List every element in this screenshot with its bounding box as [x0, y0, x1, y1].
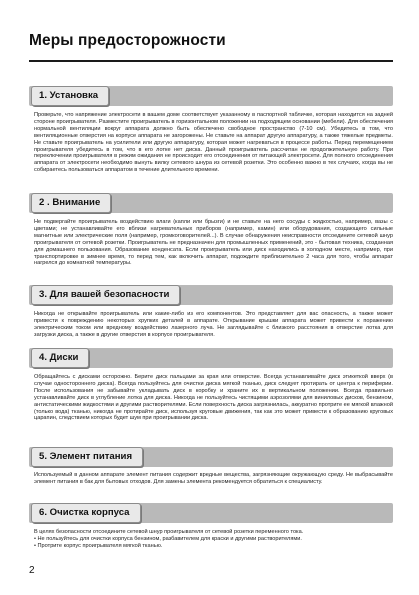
section-heading-installation: 1. Установка	[31, 86, 109, 106]
paragraph: Проверьте, что напряжение электросети в вашем доме соответствует указанному в паспортной табличке, которая находится на задней стороне проигрывателя. Разместите проигрыватель в горизонтальном положении на подходящем основании (мебели). Для обеспечения нормальной вентиляции вокруг аппарата должно быть обеспечено свободное пространство (7-10 см). Убедитесь в том, что вентиляционные отверстия на корпусе аппарата не загорожены. Не ставьте на аппарат другую аппаратуру, а также тяжелые предметы. Не ставьте проигрыватель на усилители или другую аппаратуру, которая может нагреваться в процессе работы. Перед перемещением проигрывателя убедитесь в том, что в его лотке нет диска. Данный проигрыватель рассчитан не продолжительную работу. При переключении проигрывателя в режим ожидания не происходит его отсоединения от питающей электросети. Для полного отсоединения аппарата от электросети необходимо вынуть вилку сетевого шнура из сетевой розетки. Это особенно важно в тех случаях, когда вы не собираетесь пользоваться аппаратом в течение длительного времени.	[34, 112, 393, 174]
section-heading-cleaning: 6. Очистка корпуса	[31, 503, 141, 523]
section-text-cleaning	[34, 529, 393, 550]
title-divider	[29, 60, 393, 62]
paragraph: Не подвергайте проигрыватель воздействию влаги (капли или брызги) и не ставьте на него сосуды с жидкостью, например, вазы с цветами; не устанавливайте его вблизи нагревательных приборов (например, камин) или оборудования, создающего сильные магнитные или электрические поля (например, громкоговорителей...). В случае обнаружения неисправности отсоедините сетевой шнур проигрывателя от сетевой розетки. Проигрыватель не предназначен для промышленных применений, это - бытовая техника, созданная для домашнего пользования. Образование конденсата. Если проигрыватель или диск находились в холодном месте, например, при транспортировке в зимнее время, то перед тем, как включить аппарат, подождите приблизительно 2 часа для того, чтобы аппарат нагрелся до комнатной температуры.	[34, 219, 393, 267]
section-text-discs	[34, 374, 393, 422]
section-text-caution	[34, 219, 393, 267]
section-text-installation	[34, 112, 393, 174]
paragraph: Никогда не открывайте проигрыватель или какие-либо из его компонентов. Это представляет для вас опасность, а также может привести к повреждению некоторых хрупких деталей в аппарате. Открывание крышки аппарата может привести к поражению электрическим током или вредному воздействию лазерного луча. Не заглядывайте с близкого расстояния в отверстие лотка для загрузки диска, а также в другие отверстия в корпусе проигрывателя.	[34, 311, 393, 338]
paragraph: Обращайтесь с дисками осторожно. Берите диск пальцами за края или отверстие. Всегда устанавливайте диск этикеткой вверх (в случае одностороннего диска). Всегда пользуйтесь для очистки диска мягкой тканью, диск следует протирать от центра к периферии. После использования не забывайте укладывать диск в коробку и храните их в вертикальном положении. Всегда правильно устанавливайте диск в углубление лотка для диска. Никогда не пользуйтесь чистящими аэрозолями для виниловых дисков, бензином, антистатическими жидкостями и другими растворителями. Если поверхность диска загрязнилась, аккуратно протрите ее мягкой влажной (только вода) тканью, никогда не протирайте диск, используя круговые движения, так как это может привести к образованию круговых царапин, следствием которых будет шум при проигрывании диска.	[34, 374, 393, 422]
section-heading-caution: 2 . Внимание	[31, 193, 111, 213]
section-heading-discs: 4. Диски	[31, 348, 89, 368]
page-title: Меры предосторожности	[29, 32, 226, 49]
text-line: В целях безопасности отсоедините сетевой шнур проигрывателя от сетевой розетки переменного тока.	[34, 529, 304, 535]
bullet-item: • Протрите корпус проигрывателя мягкой тканью.	[34, 542, 163, 549]
section-text-battery	[34, 472, 393, 486]
section-text-safety	[34, 311, 393, 339]
bullet-item: • Не пользуйтесь для очистки корпуса бензином, разбавителем для краски и другими растворителями.	[34, 535, 302, 542]
page-number: 2	[29, 565, 35, 576]
section-heading-safety: 3. Для вашей безопасности	[31, 285, 180, 305]
paragraph: Используемый в данном аппарате элемент питания содержит вредные вещества, загрязняющие окружающую среду. Не выбрасывайте элемент питания в бак для бытовых отходов. Для замены элемента рекомендуется обратиться к специалисту.	[34, 472, 393, 485]
section-heading-battery: 5. Элемент питания	[31, 447, 143, 467]
